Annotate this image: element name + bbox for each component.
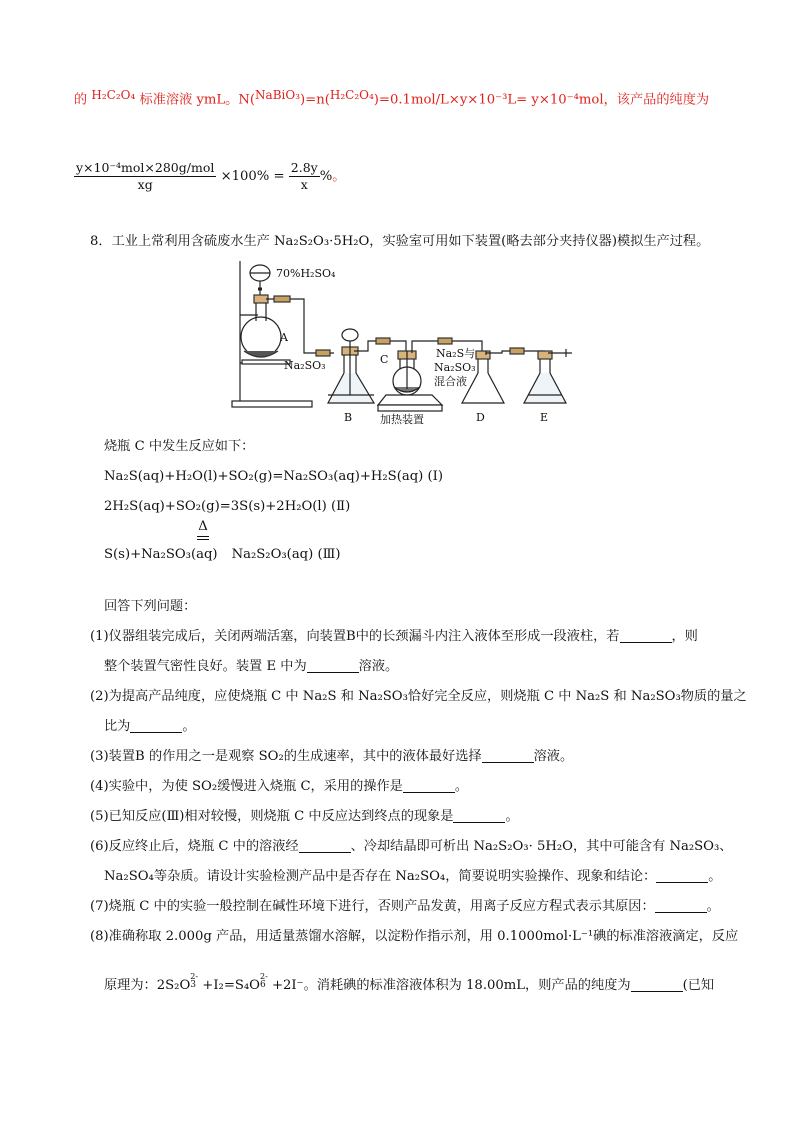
text-mid: 标准溶液 ymL。N( bbox=[139, 92, 256, 108]
answer-blank[interactable] bbox=[403, 778, 455, 793]
answer-blank[interactable] bbox=[655, 898, 707, 913]
question-7: (7)烧瓶 C 中的实验一般控制在碱性环境下进行，否则产品发黄，用离子反应方程式表示其原因： 。 bbox=[90, 899, 720, 914]
reactions-title: 烧瓶 C 中发生反应如下： bbox=[104, 439, 255, 454]
answer-blank[interactable] bbox=[453, 808, 505, 823]
fraction-2-denominator: x bbox=[300, 177, 308, 192]
question-8-intro: 8．工业上常利用含硫废水生产 Na₂S₂O₃·5H₂O，实验室可用如下装置(略去部分夹持仪器)模拟生产过程。 bbox=[90, 234, 710, 249]
text-prefix: 的 bbox=[74, 92, 88, 108]
question-2-line-2: 比为 。 bbox=[104, 719, 196, 734]
purity-formula bbox=[74, 160, 800, 193]
fraction-2 bbox=[289, 160, 320, 193]
reaction-3-delta: Δ bbox=[197, 522, 800, 547]
solution-line-1 bbox=[74, 88, 800, 112]
formula-percent: % bbox=[319, 169, 333, 184]
label-mix-1: Na₂S与 bbox=[436, 347, 476, 360]
answer-blank[interactable] bbox=[656, 868, 708, 883]
label-A: A bbox=[280, 331, 288, 344]
reaction-3: S(s)+Na₂SO₃(aq) Na₂S₂O₃(aq) (Ⅲ) bbox=[104, 547, 341, 562]
fraction-1-denominator: xg bbox=[137, 177, 153, 192]
label-B: B bbox=[344, 411, 353, 424]
answer-blank[interactable] bbox=[307, 658, 359, 673]
question-4: (4)实验中，为使 SO₂缓慢进入烧瓶 C，采用的操作是 。 bbox=[90, 779, 469, 794]
question-5: (5)已知反应(Ⅲ)相对较慢，则烧瓶 C 中反应达到终点的现象是 。 bbox=[90, 809, 519, 824]
formula-end: 。 bbox=[332, 169, 346, 184]
label-E: E bbox=[540, 411, 549, 424]
reaction-1: Na₂S(aq)+H₂O(l)+SO₂(g)=Na₂SO₃(aq)+H₂S(aq) (Ⅰ) bbox=[104, 469, 444, 484]
label-mix-2: Na₂SO₃ bbox=[434, 361, 476, 374]
fraction-1 bbox=[74, 160, 216, 193]
answer-blank[interactable] bbox=[130, 718, 182, 733]
label-C: C bbox=[380, 353, 389, 366]
formula-times: ×100% = bbox=[220, 169, 285, 184]
question-2-line-1: (2)为提高产品纯度，应使烧瓶 C 中 Na₂S 和 Na₂SO₃恰好完全反应，则烧瓶 C 中 Na₂S 和 Na₂SO₃物质的量之 bbox=[90, 689, 747, 704]
label-D: D bbox=[476, 411, 485, 424]
fraction-1-numerator: y×10⁻⁴mol×280g/mol bbox=[76, 160, 215, 175]
label-mix-3: 混合液 bbox=[434, 375, 467, 388]
text-mid2: )=n( bbox=[300, 92, 330, 108]
apparatus-diagram bbox=[228, 255, 588, 431]
answer-blank[interactable] bbox=[631, 977, 683, 992]
reaction-2: 2H₂S(aq)+SO₂(g)=3S(s)+2H₂O(l) (Ⅱ) bbox=[104, 499, 351, 514]
question-6-line-2: Na₂SO₄等杂质。请设计实验检测产品中是否存在 Na₂SO₄，简要说明实验操作、现象和结论： 。 bbox=[104, 869, 722, 884]
answer-blank[interactable] bbox=[482, 748, 534, 763]
fraction-2-numerator: 2.8y bbox=[290, 160, 318, 175]
question-3: (3)装置B 的作用之一是观察 SO₂的生成速率，其中的液体最好选择 溶液。 bbox=[90, 749, 574, 764]
formula-h2c2o4-1: H₂C₂O₄ bbox=[91, 88, 136, 102]
label-na2so3: Na₂SO₃ bbox=[284, 359, 326, 372]
question-6-line-1: (6)反应终止后，烧瓶 C 中的溶液经 、冷却结晶即可析出 Na₂S₂O₃· 5H₂O，其中可能含有 Na₂SO₃、 bbox=[90, 839, 733, 854]
question-8-line-1: (8)准确称取 2.000g 产品，用适量蒸馏水溶解，以淀粉作指示剂，用 0.1000mol·L⁻¹碘的标准溶液滴定，反应 bbox=[90, 929, 739, 944]
question-8-line-2: 原理为：2S₂O 2- 3 +I₂=S₄O 2- 6 +2I⁻。消耗碘的标准溶液体积为 18.00mL，则产品的纯度为 (已知 bbox=[104, 972, 715, 993]
question-1-line-2: 整个装置气密性良好。装置 E 中为 溶液。 bbox=[104, 659, 399, 674]
answer-blank[interactable] bbox=[299, 838, 351, 853]
answer-prompt: 回答下列问题： bbox=[104, 599, 197, 614]
question-1-line-1: (1)仪器组装完成后，关闭两端活塞，向装置B中的长颈漏斗内注入液体至形成一段液柱，若 ，则 bbox=[90, 629, 698, 644]
label-heater: 加热装置 bbox=[380, 413, 424, 426]
formula-nabio3: NaBiO₃ bbox=[255, 88, 301, 102]
text-tail: )=0.1mol/L×y×10⁻³L= y×10⁻⁴mol，该产品的纯度为 bbox=[373, 92, 710, 108]
answer-blank[interactable] bbox=[620, 628, 672, 643]
formula-h2c2o4-2: H₂C₂O₄ bbox=[329, 88, 374, 102]
label-acid: 70%H₂SO₄ bbox=[276, 267, 336, 280]
